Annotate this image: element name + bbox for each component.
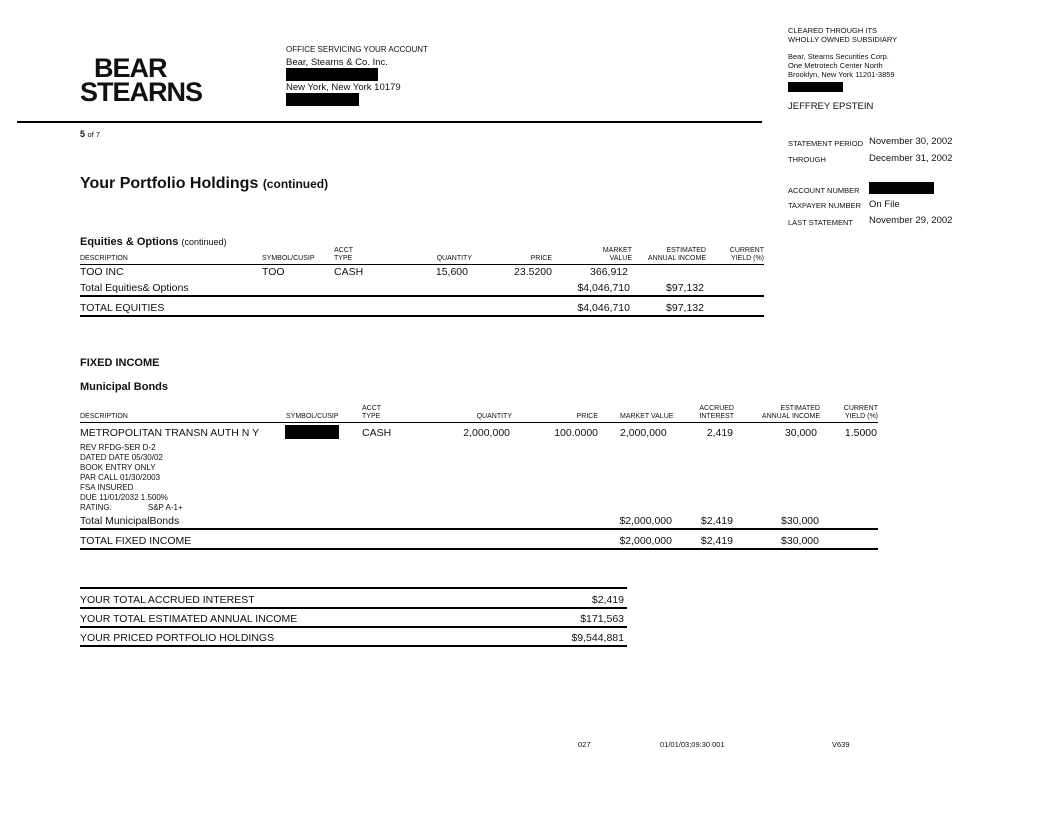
redaction (286, 93, 359, 106)
footer-code: 027 (578, 740, 591, 749)
cell-description: TOO INC (80, 266, 124, 278)
subtotal-eai: $97,132 (666, 282, 704, 294)
summary-label: YOUR PRICED PORTFOLIO HOLDINGS (80, 632, 275, 644)
clearing-addr2: Brooklyn, New York 11201-3859 (788, 70, 895, 79)
rule (80, 587, 627, 589)
summary-label: YOUR TOTAL ACCRUED INTEREST (80, 594, 255, 606)
last-value: November 29, 2002 (869, 215, 953, 226)
title-main: Your Portfolio Holdings (80, 175, 259, 192)
cell-quantity: 15,600 (435, 266, 468, 278)
col-ai2: INTEREST (699, 413, 734, 420)
rule (80, 645, 627, 647)
col-price: PRICE (576, 413, 598, 420)
bond-details (80, 443, 183, 513)
total-eai: $97,132 (666, 302, 704, 314)
col-quantity: QUANTITY (436, 255, 472, 262)
footer-timestamp: 01/01/03;09:30 001 (660, 740, 725, 749)
cell-price: 100.0000 (554, 427, 598, 439)
col-mv: MARKET VALUE (620, 413, 674, 420)
total-label: TOTAL EQUITIES (80, 302, 165, 314)
summary-value: $2,419 (591, 594, 624, 606)
rule (80, 607, 627, 609)
taxpayer-label: TAXPAYER NUMBER (788, 201, 861, 210)
col-symbol: SYMBOL/CUSIP (286, 413, 339, 420)
detail-line: DUE 11/01/2032 1.500% (80, 493, 168, 502)
detail-line: DATED DATE 05/30/02 (80, 453, 163, 462)
rule (80, 295, 764, 297)
taxpayer-value: On File (869, 199, 900, 210)
col-eai2: ANNUAL INCOME (761, 413, 820, 420)
cell-acct: CASH (362, 427, 392, 439)
bear-stearns-logo (80, 53, 203, 107)
col-acct2: TYPE (362, 413, 381, 420)
logo-line2: STEARNS (80, 77, 203, 107)
col-acct1: ACCT (362, 405, 382, 412)
rule (80, 528, 878, 530)
page-of: of 7 (87, 130, 101, 139)
rating-value: S&P A-1+ (147, 503, 183, 512)
subtotal-eai: $30,000 (781, 515, 819, 527)
detail-line: BOOK ENTRY ONLY (80, 463, 156, 472)
subtotal-label: Total Equities& Options (80, 282, 189, 294)
period-label: STATEMENT PERIOD (788, 139, 864, 148)
subtotal-ai: $2,419 (700, 515, 733, 527)
total-mv: $4,046,710 (577, 302, 630, 314)
rule (80, 626, 627, 628)
equities-cont: (continued) (181, 237, 227, 247)
total-mv: $2,000,000 (619, 535, 672, 547)
cell-quantity: 2,000,000 (463, 427, 510, 439)
header-rule (17, 121, 762, 123)
office-city: New York, New York 10179 (286, 82, 401, 93)
municipal-bonds-title: Municipal Bonds (80, 381, 168, 393)
col-acct1: ACCT (334, 247, 354, 254)
col-ai1: ACCRUED (699, 405, 734, 412)
col-acct2: TYPE (334, 255, 353, 262)
page-num: 5 (80, 129, 86, 139)
rule (80, 315, 764, 317)
footer-code2: V639 (832, 740, 850, 749)
col-eai2: ANNUAL INCOME (647, 255, 706, 262)
cleared-line2: WHOLLY OWNED SUBSIDIARY (788, 35, 898, 44)
cell-mv: 366,912 (590, 266, 628, 278)
rating-label: RATING: (80, 503, 112, 512)
clearing-addr1: One Metrotech Center North (788, 61, 883, 70)
through-label: THROUGH (788, 155, 826, 164)
col-cy1: CURRENT (729, 247, 764, 254)
page-number (80, 129, 100, 139)
subtotal-mv: $2,000,000 (619, 515, 672, 527)
rule (80, 264, 764, 265)
fixed-income-title: FIXED INCOME (80, 357, 160, 369)
rule (80, 548, 878, 550)
redaction (285, 425, 339, 439)
col-description: DESCRIPTION (80, 413, 128, 420)
detail-line: FSA INSURED (80, 483, 134, 492)
col-price: PRICE (530, 255, 552, 262)
through-value: December 31, 2002 (869, 153, 953, 164)
col-eai1: ESTIMATED (666, 247, 706, 254)
title-cont: (continued) (262, 177, 329, 191)
cleared-line1: CLEARED THROUGH ITS (788, 26, 878, 35)
summary-value: $171,563 (580, 613, 624, 625)
clearing-name: Bear, Stearns Securities Corp. (788, 52, 889, 61)
cell-acct: CASH (334, 266, 364, 278)
office-label: OFFICE SERVICING YOUR ACCOUNT (286, 45, 428, 54)
summary-label: YOUR TOTAL ESTIMATED ANNUAL INCOME (80, 613, 298, 625)
col-symbol: SYMBOL/CUSIP (262, 255, 315, 262)
account-label: ACCOUNT NUMBER (788, 186, 860, 195)
cell-description: METROPOLITAN TRANSN AUTH N Y (80, 427, 260, 439)
detail-line: PAR CALL 01/30/2003 (80, 473, 161, 482)
redaction (869, 182, 934, 194)
col-cy2: YIELD (%) (730, 255, 764, 262)
subtotal-label: Total MunicipalBonds (80, 515, 180, 527)
cell-cy: 1.5000 (844, 427, 877, 439)
cell-eai: 30,000 (784, 427, 817, 439)
equities-title-text: Equities & Options (80, 236, 179, 248)
cell-ai: 2,419 (706, 427, 733, 439)
office-name: Bear, Stearns & Co. Inc. (286, 57, 388, 68)
cell-price: 23.5200 (514, 266, 552, 278)
total-label: TOTAL FIXED INCOME (80, 535, 192, 547)
equities-title (80, 236, 227, 248)
rule (80, 422, 878, 423)
logo-line1: BEAR (94, 53, 167, 83)
col-description: DESCRIPTION (80, 255, 128, 262)
col-eai1: ESTIMATED (780, 405, 820, 412)
cell-symbol: TOO (262, 266, 285, 278)
cell-mv: 2,000,000 (620, 427, 667, 439)
total-eai: $30,000 (781, 535, 819, 547)
col-mv1: MARKET (602, 247, 632, 254)
detail-line: REV RFDG-SER D-2 (80, 443, 156, 452)
total-ai: $2,419 (700, 535, 733, 547)
col-mv2: VALUE (609, 255, 632, 262)
last-label: LAST STATEMENT (788, 218, 854, 227)
period-value: November 30, 2002 (869, 136, 953, 147)
col-quantity: QUANTITY (476, 413, 512, 420)
redaction (788, 82, 843, 92)
page-title (80, 175, 328, 193)
client-name: JEFFREY EPSTEIN (788, 101, 874, 112)
col-cy1: CURRENT (843, 405, 878, 412)
redaction (286, 68, 378, 81)
summary-value: $9,544,881 (571, 632, 624, 644)
subtotal-mv: $4,046,710 (577, 282, 630, 294)
col-cy2: YIELD (%) (844, 413, 878, 420)
